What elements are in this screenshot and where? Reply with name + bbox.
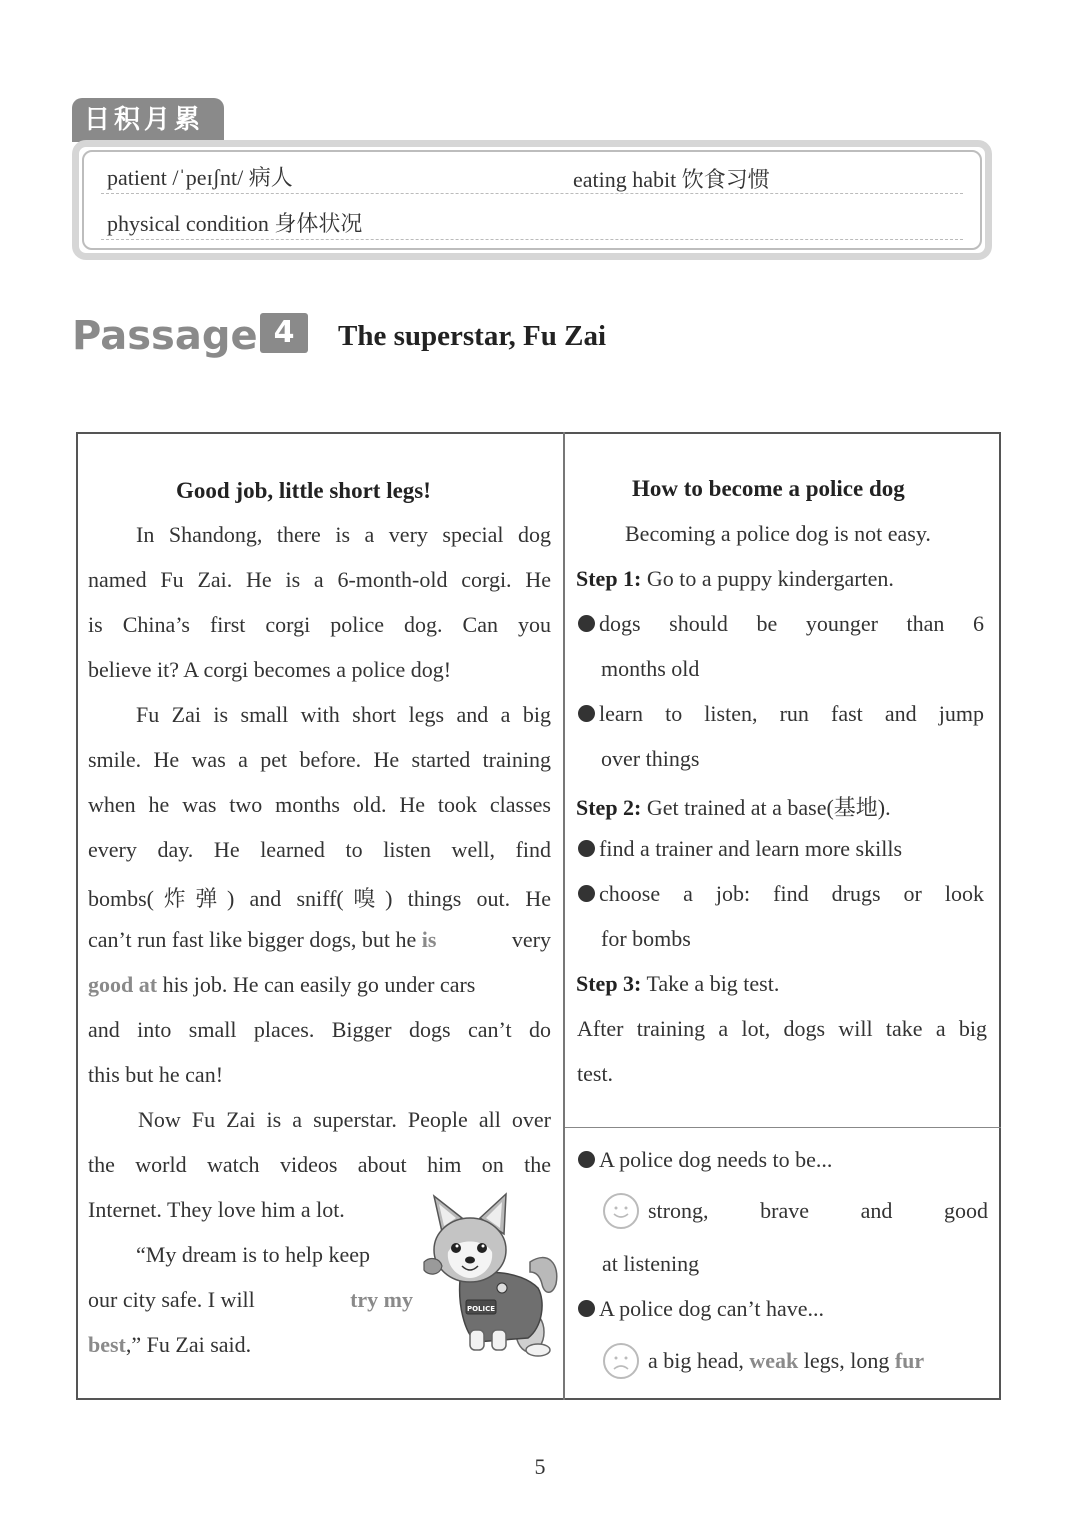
- needs-bullet: [578, 1147, 832, 1173]
- left-line-text: his job. He can easily go under cars: [162, 972, 476, 997]
- left-line: [88, 927, 551, 953]
- left-line: [88, 972, 475, 998]
- highlight-is: is: [421, 927, 437, 952]
- vocab-item-patient: patient /ˈpeɪʃnt/ 病人: [107, 165, 293, 190]
- bullet-text-cont: for bombs: [601, 926, 691, 951]
- sad-face-icon: [603, 1343, 639, 1379]
- left-line: every day. He learned to listen well, find: [88, 837, 551, 862]
- bullet-text: learn to listen, run fast and jump: [599, 701, 984, 726]
- step-1-label: Step 1:: [576, 566, 642, 591]
- left-line: bombs(炸弹) and sniff(嗅) things out. He: [88, 886, 551, 911]
- left-line: Now Fu Zai is a superstar. People all over: [138, 1107, 551, 1132]
- bullet-icon: [578, 615, 595, 632]
- bullet-text: dogs should be younger than 6: [599, 611, 984, 636]
- right-heading: How to become a police dog: [632, 476, 905, 501]
- step-3-label: Step 3:: [576, 971, 642, 996]
- left-line: and into small places. Bigger dogs can’t do: [88, 1017, 551, 1042]
- needs-text: A police dog needs to be...: [599, 1147, 833, 1172]
- after-training-text-cont: test.: [577, 1061, 614, 1086]
- vocab-item-physical-condition: physical condition 身体状况: [107, 211, 363, 236]
- bullet-icon: [578, 885, 595, 902]
- bullet-icon: [578, 840, 595, 857]
- highlight-good-at: good at: [88, 972, 158, 997]
- vocab-divider: [101, 193, 963, 194]
- step-3: [576, 971, 779, 997]
- cant-detail: [648, 1348, 924, 1374]
- needs-detail: strong, brave and good: [648, 1198, 988, 1223]
- step-1: [576, 566, 894, 592]
- step-2-bullet-1: [578, 836, 902, 862]
- vest-badge-text: POLICE: [466, 1305, 496, 1313]
- bullet-text-cont: months old: [601, 656, 700, 681]
- left-line: believe it? A corgi becomes a police dog!: [88, 657, 452, 682]
- passage-title: The superstar, Fu Zai: [338, 320, 607, 352]
- left-line: Internet. They love him a lot.: [88, 1197, 345, 1222]
- highlight-best: best: [88, 1332, 126, 1357]
- vocab-divider: [101, 239, 963, 240]
- page-number: 5: [534, 1454, 546, 1479]
- left-line: In Shandong, there is a very special dog: [136, 522, 551, 547]
- right-intro: Becoming a police dog is not easy.: [625, 521, 931, 546]
- left-heading: Good job, little short legs!: [176, 478, 431, 503]
- bullet-icon: [578, 1151, 595, 1168]
- step-1-bullet-1: [578, 611, 988, 637]
- step-2-label: Step 2:: [576, 795, 642, 820]
- corgi-police-dog-illustration: [420, 1192, 562, 1358]
- after-training-text: After training a lot, dogs will take a big: [577, 1016, 987, 1041]
- left-line: smile. He was a pet before. He started training: [88, 747, 551, 772]
- cant-detail-text: a big head,: [648, 1348, 744, 1373]
- step-2-text: Get trained at a base(基地).: [646, 795, 891, 820]
- cant-text: A police dog can’t have...: [599, 1296, 825, 1321]
- highlight-fur: fur: [894, 1348, 925, 1373]
- left-line: “My dream is to help keep: [136, 1242, 370, 1267]
- step-2-bullet-2: [578, 881, 988, 907]
- left-line-text: ,” Fu Zai said.: [125, 1332, 252, 1357]
- vocab-item-eating-habit: eating habit 饮食习惯: [573, 167, 770, 192]
- left-line: is China’s first corgi police dog. Can you: [88, 612, 551, 637]
- left-line: this but he can!: [88, 1062, 224, 1087]
- passage-number: 4: [260, 313, 308, 353]
- needs-detail-cont: at listening: [602, 1251, 700, 1276]
- bullet-text-cont: over things: [601, 746, 700, 771]
- left-line-text: can’t run fast like bigger dogs, but he: [88, 927, 417, 952]
- left-line: the world watch videos about him on the: [88, 1152, 551, 1177]
- left-line: [88, 1332, 251, 1358]
- bullet-icon: [578, 1300, 595, 1317]
- left-line: Fu Zai is small with short legs and a big: [136, 702, 551, 727]
- vocab-box: [72, 140, 992, 260]
- step-1-text: Go to a puppy kindergarten.: [646, 566, 894, 591]
- left-line: named Fu Zai. He is a 6-month-old corgi. He: [88, 567, 551, 592]
- left-line-text: our city safe. I will: [88, 1287, 255, 1312]
- cant-bullet: [578, 1296, 824, 1322]
- bullet-text: choose a job: find drugs or look: [599, 881, 984, 906]
- row-divider: [565, 1127, 1001, 1128]
- vocab-tab: 日积月累: [72, 98, 224, 142]
- left-line-text: very: [511, 927, 551, 952]
- step-3-text: Take a big test.: [646, 971, 780, 996]
- highlight-weak: weak: [749, 1348, 799, 1373]
- left-line: when he was two months old. He took classes: [88, 792, 551, 817]
- step-2: [576, 791, 891, 822]
- bullet-icon: [578, 705, 595, 722]
- column-divider: [563, 432, 565, 1400]
- bullet-text: find a trainer and learn more skills: [599, 836, 903, 861]
- left-line: [88, 1287, 413, 1313]
- step-1-bullet-2: [578, 701, 988, 727]
- cant-detail-text: legs, long: [803, 1348, 890, 1373]
- passage-label: Passage: [72, 313, 258, 359]
- highlight-try-my: try my: [350, 1287, 413, 1312]
- smiley-face-icon: [603, 1193, 639, 1229]
